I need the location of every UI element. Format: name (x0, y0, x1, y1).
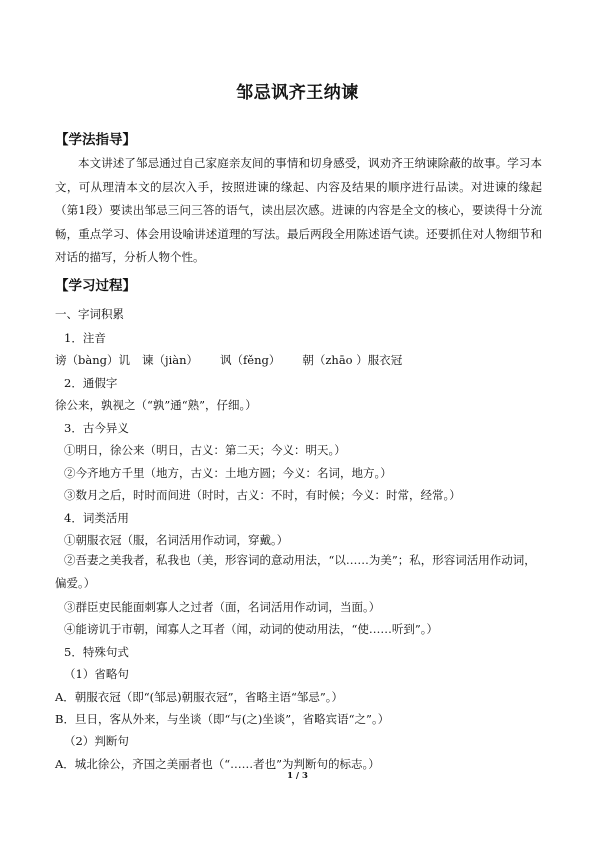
pinyin-a: 谤（bàng）讥 (55, 353, 130, 367)
panduan-title: （2）判断句 (64, 734, 129, 748)
pinyin-row (55, 352, 402, 368)
pinyin-d: 朝（zhāo ）服衣冠 (302, 353, 403, 367)
gujin-item-2: ②今齐地方千里（地方，古义：土地方圆；今义：名词，地方。） (64, 466, 392, 480)
item-pinyin-title: 1．注音 (64, 331, 106, 345)
huoyong-item-2: ②吾妻之美我者，私我也（美，形容词的意动用法，“以……为美”；私，形容词活用作动词，偏爱。） (55, 553, 536, 590)
item-gujin-title: 3．古今异义 (64, 421, 129, 435)
huoyong-item-1: ①朝服衣冠（服，名词活用作动词，穿戴。） (64, 533, 289, 547)
gujin-item-1: ①明日，徐公来（明日，古义：第二天；今义：明天。） (64, 443, 346, 457)
page-number: 1 / 3 (287, 771, 308, 781)
section-vocab-title: 一、字词积累 (55, 307, 124, 321)
guide-paragraph: 本文讲述了邹忌通过自己家庭亲友间的事情和切身感受，讽劝齐王纳谏除蔽的故事。学习本文，可从理清本文的层次入手，按照进谏的缘起、内容及结果的顺序进行品读。对进谏的缘起（第1段）要读出邹忌三问三答的语气，读出层次感。进谏的内容是全文的核心，要读得十分流畅，重点学习、体会用设喻讲述道理的写法。最后两段全用陈述语气读。还要抓住对人物细节和对话的描写，分析人物个性。 (55, 156, 542, 265)
panduan-item-a: A．城北徐公，齐国之美丽者也（“……者也”为判断句的标志。） (55, 757, 380, 771)
gujin-item-3: ③数月之后，时时而间进（时时，古义：不时，有时候；今义：时常，经常。） (64, 488, 461, 502)
process-heading: 【学习过程】 (55, 278, 136, 294)
item-tongjia-title: 2．通假字 (64, 376, 118, 390)
shenglue-item-a: A．朝服衣冠（即“(邹忌)朝服衣冠”，省略主语“邹忌”。） (55, 690, 344, 704)
item-huoyong-title: 4．词类活用 (64, 511, 129, 525)
shenglue-title: （1）省略句 (64, 667, 129, 681)
guide-heading: 【学法指导】 (55, 132, 136, 148)
huoyong-item-4: ④能谤讥于市朝，闻寡人之耳者（闻，动词的使动用法，“使……听到”。） (64, 622, 439, 636)
pinyin-c: 讽（fěng） (220, 353, 281, 367)
item-jushi-title: 5．特殊句式 (64, 645, 129, 659)
huoyong-item-3: ③群臣吏民能面刺寡人之过者（面，名词活用作动词，当面。） (64, 600, 381, 614)
document-title: 邹忌讽齐王纳谏 (236, 83, 359, 103)
shenglue-item-b: B．旦日，客从外来，与坐谈（即“与(之)坐谈”，省略宾语“之”。） (55, 712, 390, 726)
tongjia-text: 徐公来，孰视之（“孰”通“熟”，仔细。） (55, 398, 257, 412)
pinyin-b: 谏（jiàn） (142, 353, 199, 367)
